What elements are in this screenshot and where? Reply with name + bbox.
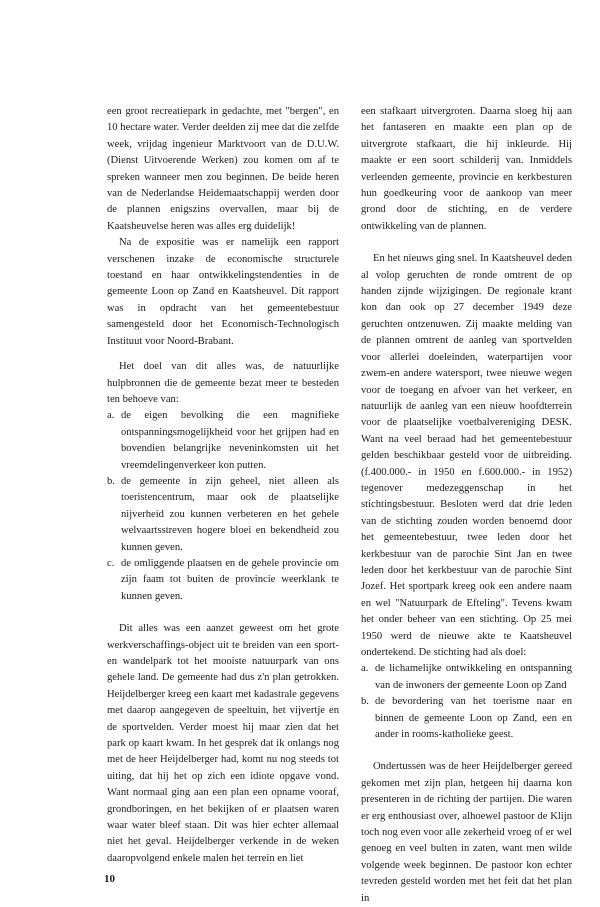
list-item [107,474,339,556]
left-paragraph-2: Na de expositie was er namelijk een rapport verschenen inzake de economische structurele toestand en haar ontwikkelingstendenties in de gemeente Loon op Zand en Kaatsheuvel. Dit rapport was in opdracht van het gemeentebestuur samengesteld door het Economisch-Technologisch Instituut voor Noord-Brabant. [107,237,339,347]
list-item-label: c. [107,557,115,569]
list-item [107,408,339,474]
left-column [107,104,339,867]
left-list [107,408,339,605]
list-item [361,694,572,743]
page-number: 10 [104,873,115,885]
right-paragraph-2: En het nieuws ging snel. In Kaatsheuvel deden al volop geruchten de ronde omtrent de op handen zijnde wijzigingen. De regionale krant kon dan ook op 27 december 1949 deze geruchten ontzenuwen. Zij maakte melding van de plannen omtrent de aanleg van sportvelden voor allerlei doeleinden, waterpartijen voor zwem-en andere watersport, twee nieuwe wegen voor de toegang en afvoer van het verkeer, en natuurlijk de aanleg van een nieuw hoofdterrein voor de plaatselijke voetbalvereniging DESK. Want na veel beraad had het gemeentebestuur gelden beschikbaar gesteld voor de uitbreiding. (f.400.000.- in 1950 en f.600.000.- in 1952) tegenover medezeggenschap in het stichtingsbestuur. Besloten werd dat drie leden van de stichting zouden worden benoemd door het gemeentebestuur, twee leden door het kerkbestuur van de parochie Sint Jan en twee leden door het kerkbestuur van de parochie Sint Jozef. Het sportpark kreeg ook een andere naam en wel "Natuurpark de Efteling". Tevens kwam het onder beheer van een stichting. Op 25 mei 1950 werd de nieuwe akte te Kaatsheuvel ondertekend. De stichting had als doel: [361,253,572,658]
right-paragraph-1: een stafkaart uitvergroten. Daarna sloeg hij aan het fantaseren en maakte een plan op de uitvergrote stafkaart, die hij inkleurde. Hij maakte er een soort schilderij van. Inmiddels verleenden gemeente, provincie en kerkbesturen hun goedkeuring voor de aankoop van meer grond door de stichting, en de verdere ontwikkeling van de plannen. [361,106,572,232]
left-paragraph-4: Dit alles was een aanzet geweest om het grote werkverschaffings-object uit te breiden van een sport-en wandelpark tot het mooiste natuurpark van ons gehele land. De gemeente had dus z'n plan getrokken. Heijdelberger kreeg een kaart met kadastrale gegevens met daarop aangegeven de speeltuin, het vijvertje en de sportvelden. Verder moest hij maar zien dat het park op kaart kwam. In het gesprek dat ik onlangs nog met de heer Heijdelberger had, komt nu nog steeds tot uiting, dat hij het op zich een idiote opgave vond. Want normaal ging aan een plan een opname vooraf, grondboringen, en het bekijken of er plaatsen waren waar water bleef staan. Dit was hier echter allemaal niet het geval. Heijdelberger verkende in de weken daaropvolgend enkele malen het terrein en liet [107,623,339,864]
right-paragraph-3: Ondertussen was de heer Heijdelberger gereed gekomen met zijn plan, hetgeen hij daarna kon presenteren in de richting der partijen. Die waren er erg enthousiast over, alhoewel pastoor de Klijn toch nog even voor alle zekerheid vroeg of er wel genoeg en veel bulten in zaten, want men wilde volgende week beginnen. De pastoor kon echter tevreden gesteld worden met het feit dat het plan in [361,761,572,904]
list-item-label: b. [107,475,115,487]
list-item-text: de gemeente in zijn geheel, niet alleen als toeristencentrum, maar ook de plaatselijke nijverheid zou kunnen verbeteren en het gehele welvaartsstreven hogere bloei en bekendheid zou kunnen geven. [121,475,339,553]
list-item [361,661,572,694]
right-column [361,104,572,907]
list-item-text: de lichamelijke ontwikkeling en ontspanning van de inwoners der gemeente Loon op Zand [375,663,572,691]
list-item-label: b. [361,696,369,708]
left-paragraph-1: een groot recreatiepark in gedachte, met "bergen", en 10 hectare water. Verder deelden zij mee dat die zelfde week, vrijdag ingenieur Marktvoort van de D.U.W. (Dienst Uitvoerende Werken) zou komen om af te spreken wanneer men zou beginnen. De beide heren van de Nederlandse Heidemaatschappij werden door de plannen enigszins overvallen, maar bij de Kaatsheuvelse heren was alles erg duidelijk! [107,106,339,232]
right-list [361,661,572,743]
list-item-label: a. [361,663,369,675]
list-item-text: de omliggende plaatsen en de gehele provincie om zijn faam tot buiten de provincie weerklank te kunnen geven. [121,557,339,602]
list-item-label: a. [107,410,115,422]
list-item [107,556,339,605]
left-paragraph-3: Het doel van dit alles was, de natuurlijke hulpbronnen die de gemeente bezat meer te besteden ten behoeve van: [107,361,339,405]
list-item-text: de eigen bevolking die een magnifieke ontspanningsmogelijkheid voor het grijpen had en bovendien belangrijke neveninkomsten uit het vreemdelingenverkeer kon putten. [121,410,339,471]
list-item-text: de bevordering van het toerisme naar en binnen de gemeente Loon op Zand, een en ander in rooms-katholieke geest. [375,696,572,741]
